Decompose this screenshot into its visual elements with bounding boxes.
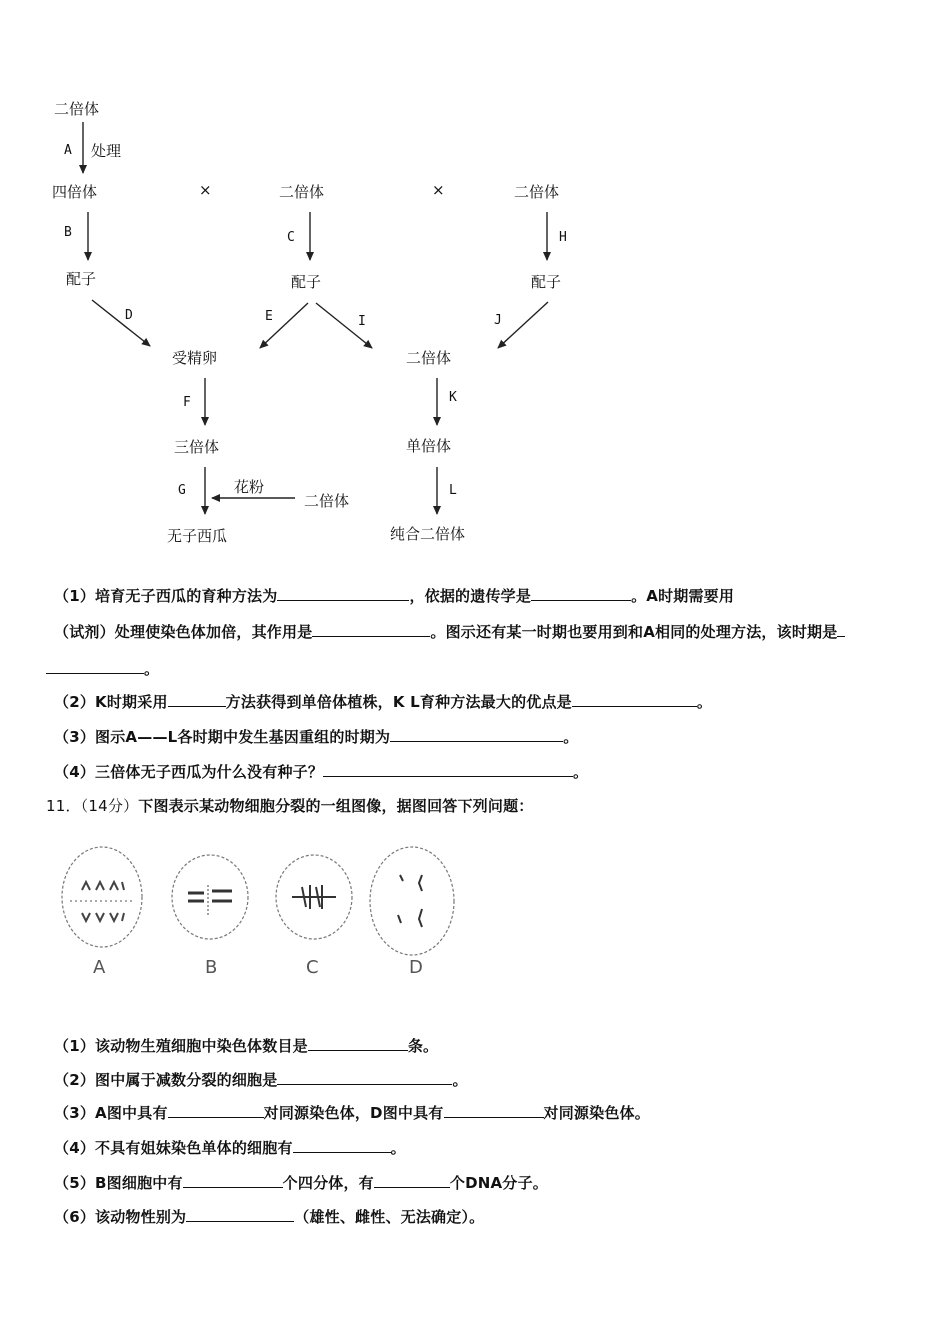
q2-text-b: 方法获得到单倍体植株，K L育种方法最大的优点是 <box>225 693 572 711</box>
s4-text-b: 。 <box>390 1139 406 1157</box>
answer-blank-function[interactable] <box>312 622 430 637</box>
question-1-end <box>46 658 159 679</box>
letter-G: G <box>178 483 186 498</box>
answer-blank-homologous-A[interactable] <box>168 1103 264 1118</box>
cell-label-A: A <box>93 957 106 978</box>
q1-text-c: 。A时期需要用 <box>631 587 735 605</box>
q11-text: 下图表示某动物细胞分裂的一组图像，据图回答下列问题： <box>138 797 534 815</box>
node-triploid: 三倍体 <box>174 438 220 456</box>
s1-text-a: （1）该动物生殖细胞中染色体数目是 <box>54 1037 308 1055</box>
letter-B: B <box>64 225 72 240</box>
s1-text-b: 条。 <box>407 1037 439 1055</box>
s6-text-a: （6）该动物性别为 <box>54 1208 187 1226</box>
letter-H: H <box>559 230 567 245</box>
answer-blank-recombination[interactable] <box>390 727 563 742</box>
answer-blank-advantage[interactable] <box>572 692 697 707</box>
node-diploid-center: 二倍体 <box>406 349 452 367</box>
s2-text-b: 。 <box>452 1071 468 1089</box>
node-gamete-1: 配子 <box>66 270 97 288</box>
letter-A: A <box>64 143 72 158</box>
answer-blank-principle[interactable] <box>531 586 631 601</box>
q1-text-d: （试剂）处理使染色体加倍，其作用是 <box>54 623 313 641</box>
answer-blank-period-start[interactable] <box>837 622 845 637</box>
question-11-header <box>46 795 533 816</box>
question-2 <box>54 691 712 712</box>
node-haploid: 单倍体 <box>406 437 452 455</box>
q1-text-b: ，依据的遗传学是 <box>409 587 532 605</box>
cross-sign-1: × <box>199 181 212 199</box>
answer-blank-sex[interactable] <box>186 1207 294 1222</box>
q1-text-a: （1）培育无子西瓜的育种方法为 <box>54 587 278 605</box>
node-treat: 处理 <box>91 142 122 160</box>
q11-part-3 <box>54 1102 650 1123</box>
letter-L: L <box>449 483 457 498</box>
cell-C <box>276 855 352 939</box>
node-diploid-top: 二倍体 <box>54 100 100 118</box>
q4-text-b: 。 <box>573 763 589 781</box>
q11-part-2 <box>54 1069 468 1090</box>
answer-blank-dna-count[interactable] <box>374 1173 450 1188</box>
node-pure-diploid: 纯合二倍体 <box>390 525 466 543</box>
question-1 <box>54 585 734 606</box>
s5-text-a: （5）B图细胞中有 <box>54 1174 183 1192</box>
node-diploid-pollen: 二倍体 <box>304 492 350 510</box>
cell-D <box>370 847 454 955</box>
letter-C: C <box>287 230 295 245</box>
answer-blank-method[interactable] <box>277 586 409 601</box>
letter-D: D <box>125 308 133 323</box>
q11-part-4 <box>54 1137 406 1158</box>
answer-blank-no-seed[interactable] <box>323 762 573 777</box>
cross-sign-2: × <box>432 181 445 199</box>
cell-label-C: C <box>306 957 319 978</box>
node-diploid-right: 二倍体 <box>514 183 560 201</box>
s6-text-b: （雄性、雌性、无法确定）。 <box>294 1208 485 1226</box>
s5-text-b: 个四分体，有 <box>282 1174 374 1192</box>
answer-blank-k-method[interactable] <box>168 692 226 707</box>
node-zygote: 受精卵 <box>172 349 218 367</box>
q2-text-a: （2）K时期采用 <box>54 693 168 711</box>
answer-blank-chromosome-count[interactable] <box>308 1036 408 1051</box>
node-tetraploid: 四倍体 <box>52 183 98 201</box>
cell-label-D: D <box>409 957 423 978</box>
breeding-diagram-arrows <box>0 0 950 560</box>
letter-J: J <box>494 313 502 328</box>
node-seedless-watermelon: 无子西瓜 <box>167 527 228 545</box>
s2-text-a: （2）图中属于减数分裂的细胞是 <box>54 1071 278 1089</box>
question-1-cont <box>54 621 845 642</box>
answer-blank-no-chromatid[interactable] <box>293 1138 391 1153</box>
q11-part-6 <box>54 1206 484 1227</box>
q3-text-a: （3）图示A——L各时期中发生基因重组的时期为 <box>54 728 391 746</box>
q11-part-1 <box>54 1035 438 1056</box>
q3-text-b: 。 <box>563 728 579 746</box>
answer-blank-meiosis-cells[interactable] <box>277 1070 452 1085</box>
question-3 <box>54 726 578 747</box>
q11-part-5 <box>54 1172 548 1193</box>
arrow-D <box>92 300 150 346</box>
cell-A <box>62 847 142 947</box>
letter-E: E <box>265 309 273 324</box>
letter-K: K <box>449 390 457 405</box>
arrow-J <box>498 302 548 348</box>
q11-number: 11．（14分） <box>46 797 139 815</box>
s3-text-b: 对同源染色体，D图中具有 <box>263 1104 444 1122</box>
node-diploid-mid: 二倍体 <box>279 183 325 201</box>
letter-F: F <box>183 395 191 410</box>
answer-blank-period[interactable] <box>46 659 144 674</box>
answer-blank-tetrads[interactable] <box>183 1173 283 1188</box>
q1-text-f: 。 <box>144 660 160 678</box>
answer-blank-homologous-D[interactable] <box>444 1103 544 1118</box>
q1-text-e: 。图示还有某一时期也要用到和A相同的处理方法，该时期是 <box>430 623 838 641</box>
cell-B <box>172 855 248 939</box>
q2-text-c: 。 <box>696 693 713 711</box>
node-pollen: 花粉 <box>234 478 265 496</box>
cell-label-B: B <box>205 957 218 978</box>
letter-I: I <box>358 314 366 329</box>
q4-text-a: （4）三倍体无子西瓜为什么没有种子？ <box>54 763 324 781</box>
question-4 <box>54 761 588 782</box>
s3-text-c: 对同源染色体。 <box>543 1104 650 1122</box>
node-gamete-3: 配子 <box>531 273 562 291</box>
node-gamete-2: 配子 <box>291 273 322 291</box>
s5-text-c: 个DNA分子。 <box>449 1174 548 1192</box>
s4-text-a: （4）不具有姐妹染色单体的细胞有 <box>54 1139 293 1157</box>
s3-text-a: （3）A图中具有 <box>54 1104 168 1122</box>
